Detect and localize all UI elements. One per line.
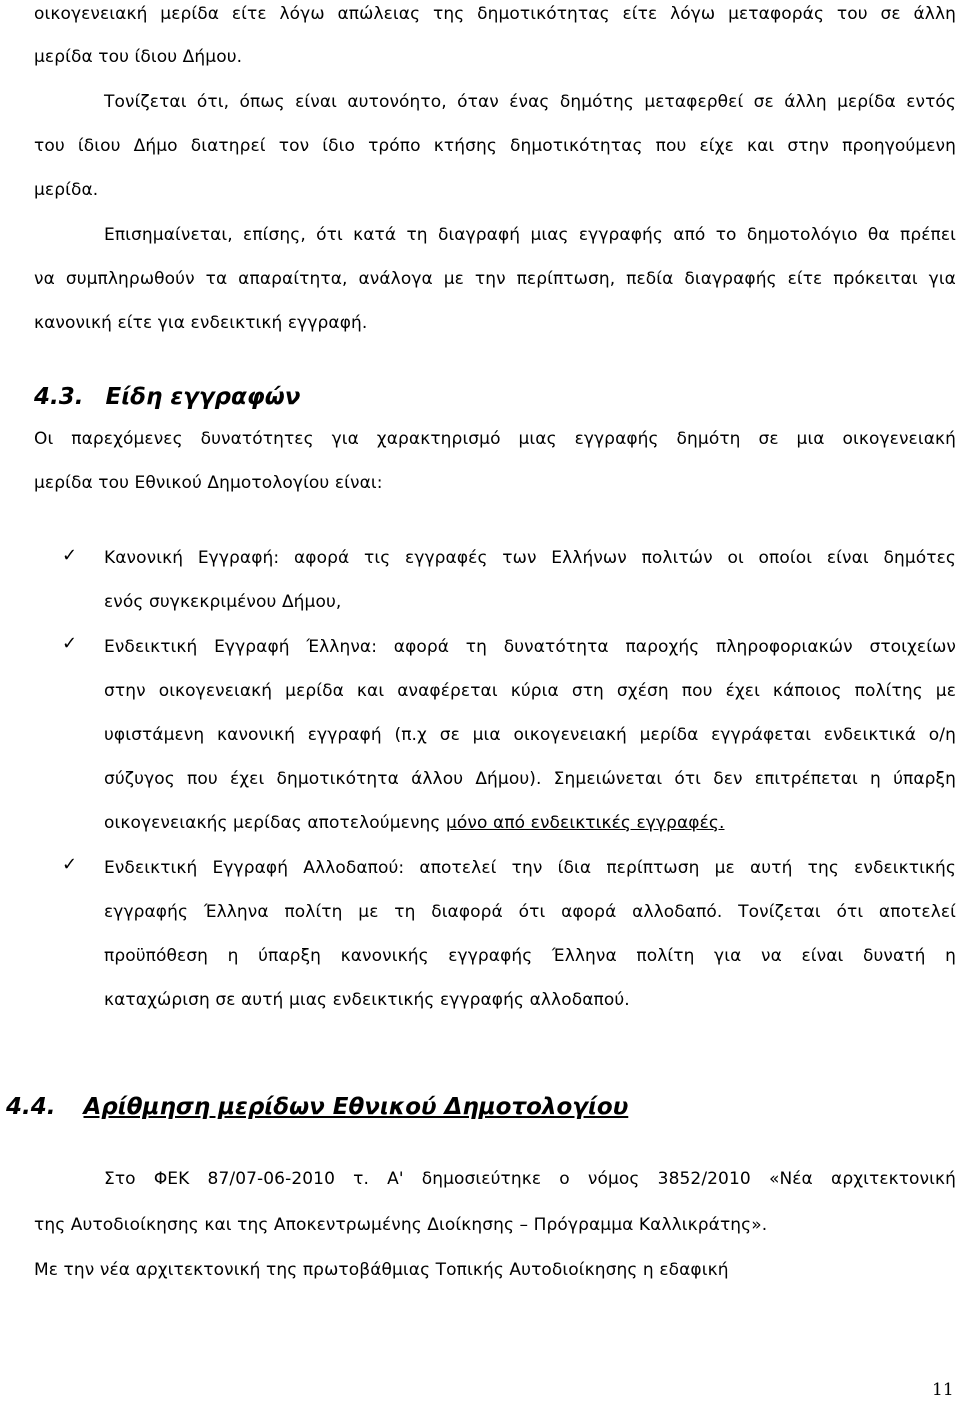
paragraph-1-line-3: μερίδα. bbox=[34, 180, 99, 200]
check-icon: ✓ bbox=[62, 854, 78, 875]
section-4-4-line-1: Στο ΦΕΚ 87/07-06-2010 τ. Α' δημοσιεύτηκε ο νόμος 3852/2010 «Νέα αρχιτεκτονική bbox=[104, 1169, 956, 1189]
bullet-3-line-4: καταχώριση σε αυτή μιας ενδεικτικής εγγραφής αλλοδαπού. bbox=[104, 990, 630, 1010]
section-4-4-title: Αρίθμηση μερίδων Εθνικού Δημοτολογίου bbox=[83, 1094, 629, 1120]
bullet-2-line-2: στην οικογενειακή μερίδα και αναφέρεται κύρια στη σχέση που έχει κάποιος πολίτης με bbox=[104, 681, 956, 701]
bullet-3-line-2: εγγραφής Έλληνα πολίτη με τη διαφορά ότι αφορά αλλοδαπό. Τονίζεται ότι αποτελεί bbox=[104, 902, 956, 922]
section-4-3-heading bbox=[34, 383, 300, 411]
bullet-3-line-3: προϋπόθεση η ύπαρξη κανονικής εγγραφής Έλληνα πολίτη για να είναι δυνατή η bbox=[104, 946, 956, 966]
section-4-3-intro-line-2: μερίδα του Εθνικού Δημοτολογίου είναι: bbox=[34, 473, 383, 493]
bullet-2-line-3: υφιστάμενη κανονική εγγραφή (π.χ σε μια οικογενειακή μερίδα εγγράφεται ενδεικτικά ο/η bbox=[104, 725, 956, 745]
section-4-4-line-2: της Αυτοδιοίκησης και της Αποκεντρωμένης Διοίκησης – Πρόγραμμα Καλλικράτης». bbox=[34, 1215, 768, 1235]
paragraph-1-line-2: του ίδιου Δήμο διατηρεί τον ίδιο τρόπο κτήσης δημοτικότητας που είχε και στην προηγούμενη bbox=[34, 136, 956, 156]
section-4-3-title: Είδη εγγραφών bbox=[105, 384, 301, 410]
section-4-3-number: 4.3. bbox=[34, 384, 84, 410]
section-4-4-line-3: Με την νέα αρχιτεκτονική της πρωτοβάθμιας Τοπικής Αυτοδιοίκησης η εδαφική bbox=[34, 1260, 729, 1280]
bullet-2-line-1: Ενδεικτική Εγγραφή Έλληνα: αφορά τη δυνατότητα παροχής πληροφοριακών στοιχείων bbox=[104, 637, 956, 657]
intro-line-2: μερίδα του ίδιου Δήμου. bbox=[34, 47, 243, 67]
bullet-2-line-5 bbox=[104, 812, 724, 834]
paragraph-1-line-1: Τονίζεται ότι, όπως είναι αυτονόητο, όταν ένας δημότης μεταφερθεί σε άλλη μερίδα εντός bbox=[104, 92, 956, 112]
section-4-4-heading bbox=[6, 1093, 628, 1121]
intro-line-1: οικογενειακή μερίδα είτε λόγω απώλειας της δημοτικότητας είτε λόγω μεταφοράς του σε άλλη bbox=[34, 4, 956, 24]
section-4-3-intro-line-1: Οι παρεχόμενες δυνατότητες για χαρακτηρισμό μιας εγγραφής δημότη σε μια οικογενειακή bbox=[34, 429, 956, 449]
paragraph-2-line-3: κανονική είτε για ενδεικτική εγγραφή. bbox=[34, 313, 368, 333]
section-4-4-number: 4.4. bbox=[6, 1094, 56, 1120]
paragraph-2-line-1: Επισημαίνεται, επίσης, ότι κατά τη διαγραφή μιας εγγραφής από το δημοτολόγιο θα πρέπει bbox=[104, 225, 956, 245]
check-icon: ✓ bbox=[62, 633, 78, 654]
paragraph-2-line-2: να συμπληρωθούν τα απαραίτητα, ανάλογα με την περίπτωση, πεδία διαγραφής είτε πρόκειται για bbox=[34, 269, 956, 289]
page-number: 11 bbox=[932, 1380, 954, 1400]
check-icon: ✓ bbox=[62, 545, 78, 566]
bullet-3-line-1: Ενδεικτική Εγγραφή Αλλοδαπού: αποτελεί την ίδια περίπτωση με αυτή της ενδεικτικής bbox=[104, 858, 956, 878]
bullet-2-underlined-text: μόνο από ενδεικτικές εγγραφές. bbox=[446, 813, 725, 833]
bullet-2-line-5-text: οικογενειακής μερίδας αποτελούμενης bbox=[104, 813, 446, 833]
bullet-2-line-4: σύζυγος που έχει δημοτικότητα άλλου Δήμου). Σημειώνεται ότι δεν επιτρέπεται η ύπαρξη bbox=[104, 769, 956, 789]
bullet-1-line-1: Κανονική Εγγραφή: αφορά τις εγγραφές των Ελλήνων πολιτών οι οποίοι είναι δημότες bbox=[104, 548, 956, 568]
bullet-1-line-2: ενός συγκεκριμένου Δήμου, bbox=[104, 592, 342, 612]
